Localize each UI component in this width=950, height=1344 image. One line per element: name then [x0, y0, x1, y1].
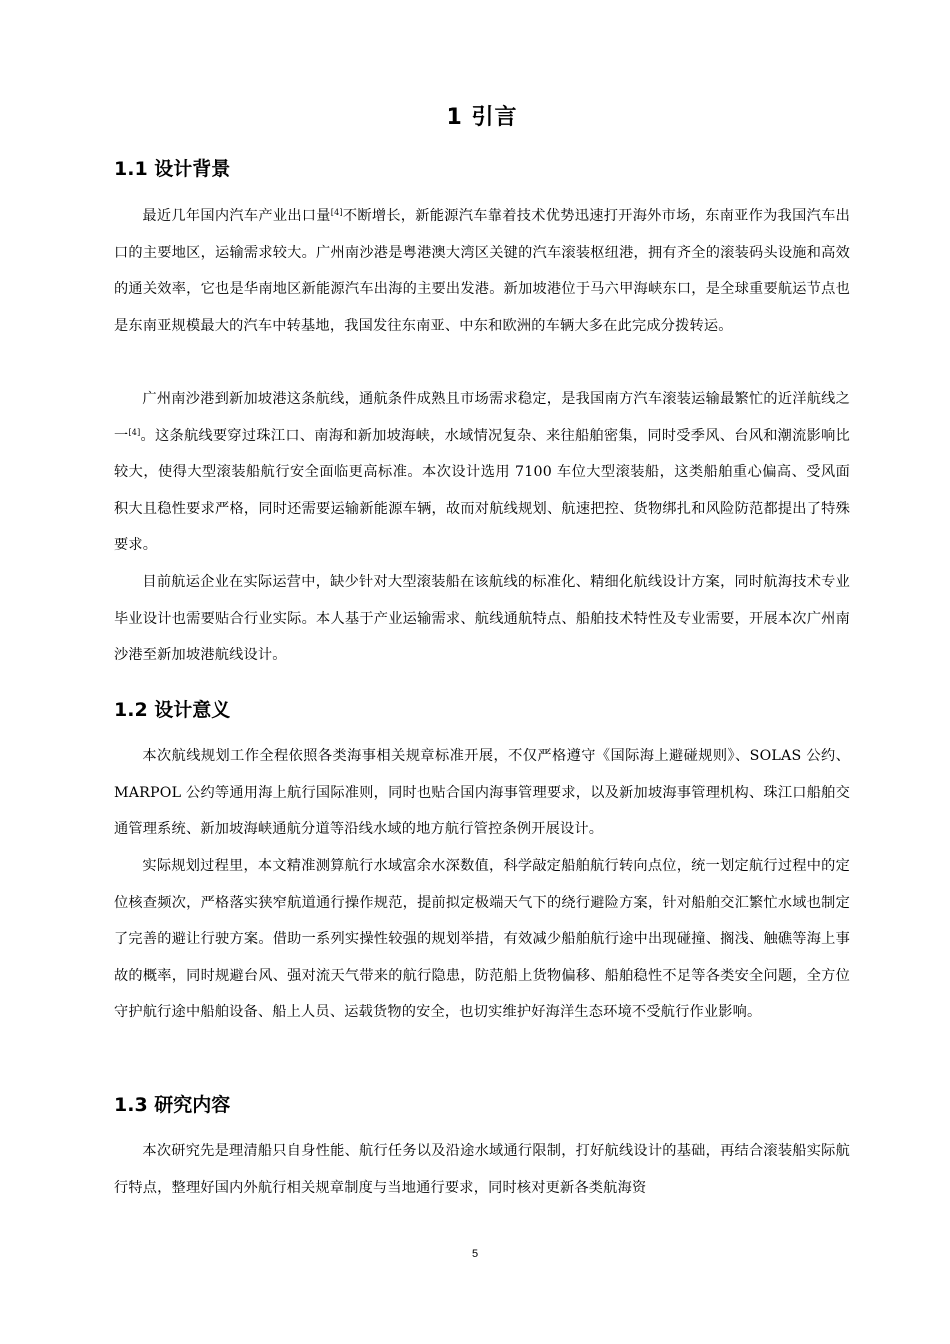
- paragraph: [114, 381, 850, 564]
- page-number: 5: [471, 1248, 479, 1260]
- chapter-title: 1 引言: [446, 105, 518, 130]
- paragraph-text: 不断增长，新能源汽车靠着技术优势迅速打开海外市场，东南亚作为我国汽车出口的主要地区，运输需求较大。广州南沙港是粤港澳大湾区关键的汽车滚装枢纽港，拥有齐全的滚装码头设施和高效的通关效率，它也是华南地区新能源汽车出海的主要出发港。新加坡港位于马六甲海峡东口，是全球重要航运节点也是东南亚规模最大的汽车中转基地，我国发往东南亚、中东和欧洲的车辆大多在此完成分拨转运。: [114, 208, 850, 334]
- paragraph-text: 本次航线规划工作全程依照各类海事相关规章标准开展，不仅严格遵守《国际海上避碰规则》、SOLAS 公约、MARPOL 公约等通用海上航行国际准则，同时也贴合国内海事管理要求，以及新加坡海事管理机构、珠江口船舶交通管理系统、新加坡海峡通航分道等沿线水域的地方航行管控条例开展设计。: [114, 748, 850, 837]
- paragraph: [114, 738, 850, 848]
- paragraph: [114, 848, 850, 1031]
- paragraph-text: 实际规划过程里，本文精准测算航行水域富余水深数值，科学敲定船舶航行转向点位，统一划定航行过程中的定位核查频次，严格落实狭窄航道通行操作规范，提前拟定极端天气下的绕行避险方案，针对船舶交汇繁忙水域也制定了完善的避让行驶方案。借助一系列实操性较强的规划举措，有效减少船舶航行途中出现碰撞、搁浅、触礁等海上事故的概率，同时规避台风、强对流天气带来的航行隐患，防范船上货物偏移、船舶稳性不足等各类安全问题，全方位守护航行途中船舶设备、船上人员、运载货物的安全，也切实维护好海洋生态环境不受航行作业影响。: [114, 858, 850, 1020]
- paragraph-text: 最近几年国内汽车产业出口量: [142, 208, 331, 224]
- paragraph-text: 本次研究先是理清船只自身性能、航行任务以及沿途水域通行限制，打好航线设计的基础，再结合滚装船实际航行特点，整理好国内外航行相关规章制度与当地通行要求，同时核对更新各类航海资: [114, 1143, 850, 1196]
- paragraph-text: 。这条航线要穿过珠江口、南海和新加坡海峡，水域情况复杂、来往船舶密集，同时受季风、台风和潮流影响比较大，使得大型滚装船航行安全面临更高标准。本次设计选用 7100 车位大型滚装船，这类船舶重心偏高、受风面积大且稳性要求严格，同时还需要运输新能源车辆，故而对航线规划、航速把控、货物绑扎和风险防范都提出了特殊要求。: [114, 427, 850, 553]
- paragraph: [114, 1133, 850, 1206]
- citation-ref: [4]: [128, 427, 141, 437]
- paragraph: [114, 198, 850, 344]
- paragraph-text: 广州南沙港到新加坡港这条航线，通航条件成熟且市场需求稳定，是我国南方汽车滚装运输最繁忙的近洋航线之一: [114, 391, 850, 444]
- paragraph-text: 目前航运企业在实际运营中，缺少针对大型滚装船在该航线的标准化、精细化航线设计方案，同时航海技术专业毕业设计也需要贴合行业实际。本人基于产业运输需求、航线通航特点、船舶技术特性及专业需要，开展本次广州南沙港至新加坡港航线设计。: [114, 574, 850, 663]
- paragraph: [114, 564, 850, 674]
- section-heading-1-2: 1.2 设计意义: [114, 699, 231, 721]
- section-heading-1-3: 1.3 研究内容: [114, 1094, 231, 1116]
- section-heading-1-1: 1.1 设计背景: [114, 158, 231, 180]
- citation-ref: [4]: [330, 208, 343, 217]
